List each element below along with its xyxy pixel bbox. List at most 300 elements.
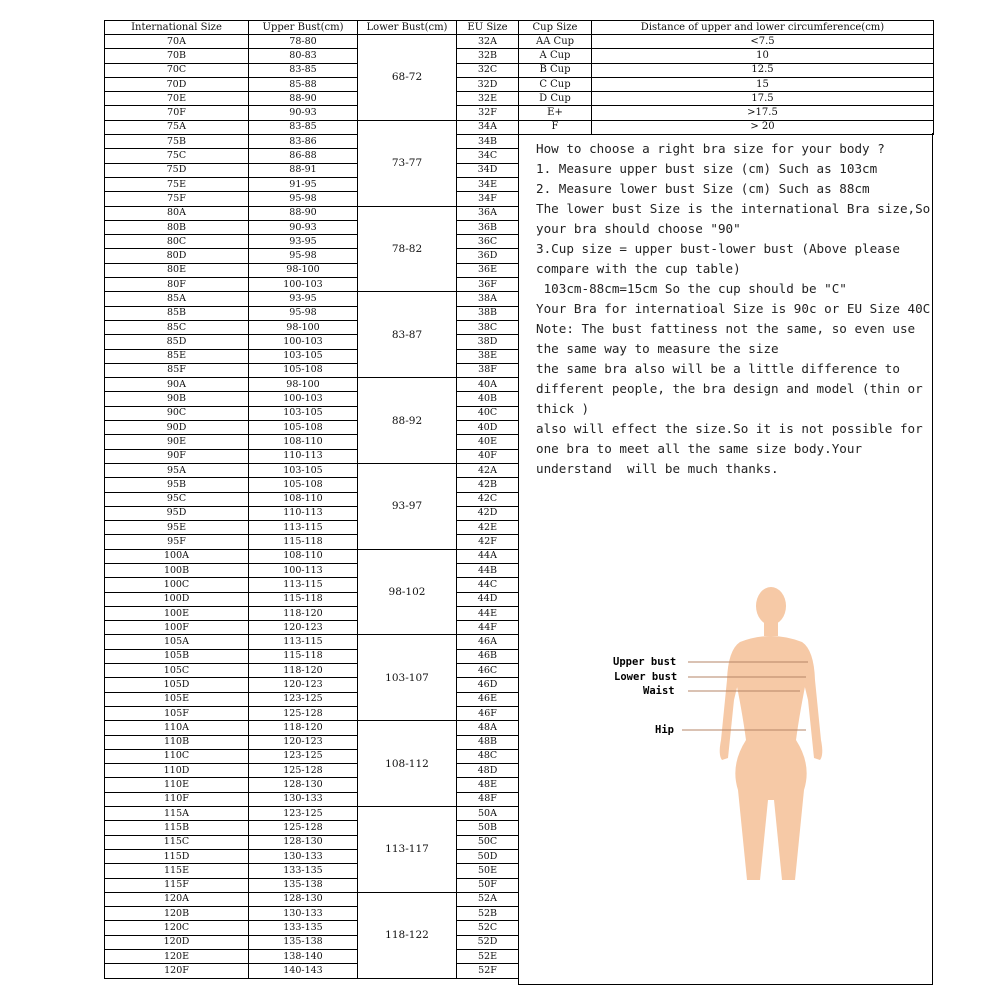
header-cup-size: Cup Size xyxy=(519,21,592,35)
cell-cup-size: E+ xyxy=(519,106,592,120)
cell-eu-size: 40E xyxy=(457,435,519,449)
table-row xyxy=(519,106,934,120)
cell-eu-size: 42A xyxy=(457,463,519,477)
cell-international-size: 120C xyxy=(105,921,249,935)
cell-international-size: 75C xyxy=(105,149,249,163)
table-row xyxy=(519,63,934,77)
cell-international-size: 75A xyxy=(105,120,249,134)
cell-upper-bust: 83-85 xyxy=(249,63,358,77)
cell-international-size: 120D xyxy=(105,935,249,949)
table-row xyxy=(105,792,519,806)
cell-upper-bust: 115-118 xyxy=(249,592,358,606)
table-row xyxy=(105,306,519,320)
cell-international-size: 75E xyxy=(105,177,249,191)
cell-distance: 10 xyxy=(592,49,934,63)
cell-distance: > 20 xyxy=(592,120,934,134)
cell-eu-size: 42E xyxy=(457,521,519,535)
cell-international-size: 110D xyxy=(105,764,249,778)
table-row xyxy=(105,807,519,821)
instructions-text xyxy=(536,139,938,479)
cell-upper-bust: 90-93 xyxy=(249,106,358,120)
cell-upper-bust: 135-138 xyxy=(249,878,358,892)
cell-upper-bust: 135-138 xyxy=(249,935,358,949)
cell-international-size: 75F xyxy=(105,192,249,206)
cell-upper-bust: 108-110 xyxy=(249,492,358,506)
cell-lower-bust: 73-77 xyxy=(358,120,457,206)
cell-international-size: 120B xyxy=(105,907,249,921)
table-row xyxy=(105,220,519,234)
cell-upper-bust: 133-135 xyxy=(249,864,358,878)
cell-eu-size: 50A xyxy=(457,807,519,821)
size-table-body xyxy=(105,35,519,979)
cell-upper-bust: 140-143 xyxy=(249,964,358,978)
cell-upper-bust: 91-95 xyxy=(249,177,358,191)
cell-international-size: 115D xyxy=(105,849,249,863)
label-hip: Hip xyxy=(655,724,674,736)
table-row xyxy=(105,163,519,177)
cell-upper-bust: 78-80 xyxy=(249,35,358,49)
table-row xyxy=(105,706,519,720)
cell-upper-bust: 86-88 xyxy=(249,149,358,163)
size-table-header xyxy=(105,21,519,35)
table-row xyxy=(105,463,519,477)
cell-eu-size: 32C xyxy=(457,63,519,77)
cell-international-size: 100C xyxy=(105,578,249,592)
cell-eu-size: 50F xyxy=(457,878,519,892)
cell-eu-size: 50E xyxy=(457,864,519,878)
cell-upper-bust: 83-86 xyxy=(249,135,358,149)
cell-international-size: 85E xyxy=(105,349,249,363)
cell-international-size: 95D xyxy=(105,506,249,520)
cell-eu-size: 46F xyxy=(457,706,519,720)
table-row xyxy=(105,835,519,849)
cell-eu-size: 42C xyxy=(457,492,519,506)
cell-international-size: 110B xyxy=(105,735,249,749)
cell-eu-size: 46B xyxy=(457,649,519,663)
cell-upper-bust: 123-125 xyxy=(249,807,358,821)
cell-international-size: 95A xyxy=(105,463,249,477)
cell-eu-size: 50B xyxy=(457,821,519,835)
cell-eu-size: 38F xyxy=(457,363,519,377)
table-row xyxy=(105,749,519,763)
cell-upper-bust: 90-93 xyxy=(249,220,358,234)
cell-upper-bust: 130-133 xyxy=(249,792,358,806)
cell-international-size: 105D xyxy=(105,678,249,692)
cell-eu-size: 40D xyxy=(457,421,519,435)
cup-table-body xyxy=(519,35,934,135)
table-row xyxy=(105,764,519,778)
cell-eu-size: 40C xyxy=(457,406,519,420)
cell-eu-size: 48C xyxy=(457,749,519,763)
table-row xyxy=(105,935,519,949)
cell-international-size: 85D xyxy=(105,335,249,349)
cell-upper-bust: 128-130 xyxy=(249,892,358,906)
cell-international-size: 100A xyxy=(105,549,249,563)
instruction-line: The lower bust Size is the international Bra size,So your bra should choose "90" xyxy=(536,201,938,236)
cell-international-size: 100D xyxy=(105,592,249,606)
table-row xyxy=(105,492,519,506)
table-row xyxy=(105,535,519,549)
cup-table xyxy=(518,20,934,135)
cell-international-size: 70D xyxy=(105,77,249,91)
table-row xyxy=(105,692,519,706)
cell-eu-size: 44C xyxy=(457,578,519,592)
table-row xyxy=(105,363,519,377)
cell-international-size: 110E xyxy=(105,778,249,792)
cell-eu-size: 32A xyxy=(457,35,519,49)
cell-distance: 15 xyxy=(592,77,934,91)
header-international-size: International Size xyxy=(105,21,249,35)
cell-eu-size: 34C xyxy=(457,149,519,163)
table-row xyxy=(519,92,934,106)
cell-eu-size: 38D xyxy=(457,335,519,349)
table-row xyxy=(105,192,519,206)
table-row xyxy=(105,435,519,449)
table-row xyxy=(105,864,519,878)
cell-upper-bust: 98-100 xyxy=(249,263,358,277)
table-row xyxy=(105,592,519,606)
cell-lower-bust: 83-87 xyxy=(358,292,457,378)
table-row xyxy=(105,406,519,420)
cell-international-size: 80B xyxy=(105,220,249,234)
table-row xyxy=(105,478,519,492)
cell-eu-size: 40A xyxy=(457,378,519,392)
table-row xyxy=(105,606,519,620)
table-row xyxy=(105,120,519,134)
cell-upper-bust: 115-118 xyxy=(249,535,358,549)
cell-lower-bust: 93-97 xyxy=(358,463,457,549)
table-row xyxy=(105,849,519,863)
cell-upper-bust: 85-88 xyxy=(249,77,358,91)
cell-upper-bust: 88-90 xyxy=(249,92,358,106)
cell-upper-bust: 118-120 xyxy=(249,721,358,735)
cell-upper-bust: 103-105 xyxy=(249,463,358,477)
table-row xyxy=(105,421,519,435)
cell-international-size: 90A xyxy=(105,378,249,392)
cell-upper-bust: 95-98 xyxy=(249,192,358,206)
cell-eu-size: 36E xyxy=(457,263,519,277)
cell-cup-size: D Cup xyxy=(519,92,592,106)
cell-upper-bust: 110-113 xyxy=(249,449,358,463)
body-measurement-figure xyxy=(600,580,840,880)
cell-upper-bust: 130-133 xyxy=(249,849,358,863)
cell-upper-bust: 105-108 xyxy=(249,363,358,377)
table-row xyxy=(105,506,519,520)
label-upper-bust: Upper bust xyxy=(613,656,677,668)
cell-international-size: 100B xyxy=(105,563,249,577)
cell-cup-size: AA Cup xyxy=(519,35,592,49)
table-row xyxy=(105,349,519,363)
table-row xyxy=(105,950,519,964)
table-row xyxy=(105,449,519,463)
cell-eu-size: 44E xyxy=(457,606,519,620)
cell-international-size: 85B xyxy=(105,306,249,320)
cell-international-size: 105E xyxy=(105,692,249,706)
cell-international-size: 95F xyxy=(105,535,249,549)
cell-lower-bust: 118-122 xyxy=(358,892,457,978)
cell-eu-size: 38A xyxy=(457,292,519,306)
cell-eu-size: 36D xyxy=(457,249,519,263)
table-row xyxy=(105,878,519,892)
cell-upper-bust: 125-128 xyxy=(249,706,358,720)
table-row xyxy=(105,77,519,91)
header-eu-size: EU Size xyxy=(457,21,519,35)
cell-international-size: 70C xyxy=(105,63,249,77)
cell-upper-bust: 100-113 xyxy=(249,563,358,577)
cell-eu-size: 42B xyxy=(457,478,519,492)
cell-international-size: 70B xyxy=(105,49,249,63)
instruction-line: 3.Cup size = upper bust-lower bust (Above please compare with the cup table) xyxy=(536,241,908,276)
cell-eu-size: 42D xyxy=(457,506,519,520)
table-row xyxy=(105,964,519,978)
cell-eu-size: 52B xyxy=(457,907,519,921)
cell-upper-bust: 100-103 xyxy=(249,335,358,349)
cell-international-size: 115C xyxy=(105,835,249,849)
cell-international-size: 70F xyxy=(105,106,249,120)
body-silhouette xyxy=(720,587,823,880)
cell-upper-bust: 88-90 xyxy=(249,206,358,220)
cell-upper-bust: 88-91 xyxy=(249,163,358,177)
cell-international-size: 95E xyxy=(105,521,249,535)
cell-international-size: 105C xyxy=(105,664,249,678)
label-waist: Waist xyxy=(643,685,675,697)
cell-eu-size: 46C xyxy=(457,664,519,678)
cell-upper-bust: 98-100 xyxy=(249,320,358,334)
cell-upper-bust: 80-83 xyxy=(249,49,358,63)
cell-eu-size: 52A xyxy=(457,892,519,906)
cell-international-size: 110A xyxy=(105,721,249,735)
cell-international-size: 105F xyxy=(105,706,249,720)
table-row xyxy=(105,578,519,592)
label-lower-bust: Lower bust xyxy=(614,671,678,683)
cell-upper-bust: 95-98 xyxy=(249,306,358,320)
cell-upper-bust: 120-123 xyxy=(249,735,358,749)
cell-cup-size: B Cup xyxy=(519,63,592,77)
cell-international-size: 85C xyxy=(105,320,249,334)
cell-eu-size: 34E xyxy=(457,177,519,191)
cell-upper-bust: 125-128 xyxy=(249,764,358,778)
cell-international-size: 95B xyxy=(105,478,249,492)
cell-eu-size: 50C xyxy=(457,835,519,849)
table-row xyxy=(105,92,519,106)
instruction-line: the same bra also will be a little difference to different people, the bra design and model (thin or thick ) xyxy=(536,361,931,416)
cell-upper-bust: 113-115 xyxy=(249,521,358,535)
table-row xyxy=(105,921,519,935)
cell-cup-size: A Cup xyxy=(519,49,592,63)
instruction-line: 1. Measure upper bust size (cm) Such as 103cm xyxy=(536,161,878,176)
table-row xyxy=(105,635,519,649)
cell-international-size: 115A xyxy=(105,807,249,821)
cell-eu-size: 38B xyxy=(457,306,519,320)
cell-distance: 17.5 xyxy=(592,92,934,106)
cell-upper-bust: 103-105 xyxy=(249,349,358,363)
header-lower-bust: Lower Bust(cm) xyxy=(358,21,457,35)
cell-eu-size: 34D xyxy=(457,163,519,177)
cell-international-size: 90E xyxy=(105,435,249,449)
cell-eu-size: 36A xyxy=(457,206,519,220)
cell-upper-bust: 123-125 xyxy=(249,749,358,763)
cell-upper-bust: 128-130 xyxy=(249,835,358,849)
cell-international-size: 95C xyxy=(105,492,249,506)
cell-upper-bust: 95-98 xyxy=(249,249,358,263)
cell-upper-bust: 123-125 xyxy=(249,692,358,706)
table-row xyxy=(105,821,519,835)
cell-international-size: 115F xyxy=(105,878,249,892)
cell-eu-size: 50D xyxy=(457,849,519,863)
cell-cup-size: C Cup xyxy=(519,77,592,91)
cell-eu-size: 44A xyxy=(457,549,519,563)
cell-eu-size: 40F xyxy=(457,449,519,463)
cell-lower-bust: 113-117 xyxy=(358,807,457,893)
table-row xyxy=(105,735,519,749)
cell-lower-bust: 103-107 xyxy=(358,635,457,721)
cell-upper-bust: 83-85 xyxy=(249,120,358,134)
table-row xyxy=(105,563,519,577)
table-row xyxy=(105,721,519,735)
instruction-line: 103cm-88cm=15cm So the cup should be "C" xyxy=(536,281,847,296)
table-row xyxy=(105,177,519,191)
cell-international-size: 75D xyxy=(105,163,249,177)
cell-international-size: 85F xyxy=(105,363,249,377)
cell-international-size: 85A xyxy=(105,292,249,306)
cell-eu-size: 46A xyxy=(457,635,519,649)
cell-upper-bust: 120-123 xyxy=(249,621,358,635)
cell-eu-size: 34F xyxy=(457,192,519,206)
cell-upper-bust: 118-120 xyxy=(249,606,358,620)
cell-upper-bust: 100-103 xyxy=(249,278,358,292)
cell-upper-bust: 108-110 xyxy=(249,549,358,563)
cell-international-size: 80C xyxy=(105,235,249,249)
instruction-line: also will effect the size.So it is not possible for one bra to meet all the same size body.Your understand will be much thanks. xyxy=(536,421,931,476)
cell-eu-size: 52F xyxy=(457,964,519,978)
cell-upper-bust: 118-120 xyxy=(249,664,358,678)
cell-lower-bust: 98-102 xyxy=(358,549,457,635)
cell-eu-size: 36B xyxy=(457,220,519,234)
table-row xyxy=(105,521,519,535)
table-row xyxy=(105,263,519,277)
cell-international-size: 80D xyxy=(105,249,249,263)
cell-international-size: 100E xyxy=(105,606,249,620)
table-row xyxy=(105,320,519,334)
cup-table-header xyxy=(519,21,934,35)
cell-upper-bust: 103-105 xyxy=(249,406,358,420)
cell-international-size: 110C xyxy=(105,749,249,763)
cell-upper-bust: 125-128 xyxy=(249,821,358,835)
cell-eu-size: 32F xyxy=(457,106,519,120)
cell-eu-size: 36C xyxy=(457,235,519,249)
table-row xyxy=(105,106,519,120)
cell-lower-bust: 88-92 xyxy=(358,378,457,464)
cell-international-size: 80E xyxy=(105,263,249,277)
cell-upper-bust: 108-110 xyxy=(249,435,358,449)
table-row xyxy=(105,235,519,249)
cell-lower-bust: 68-72 xyxy=(358,35,457,121)
table-row xyxy=(105,778,519,792)
cell-upper-bust: 133-135 xyxy=(249,921,358,935)
cell-eu-size: 52E xyxy=(457,950,519,964)
instruction-line: Note: The bust fattiness not the same, so even use the same way to measure the size xyxy=(536,321,923,356)
cell-upper-bust: 128-130 xyxy=(249,778,358,792)
table-row xyxy=(105,206,519,220)
table-row xyxy=(105,63,519,77)
cell-eu-size: 48D xyxy=(457,764,519,778)
header-upper-bust: Upper Bust(cm) xyxy=(249,21,358,35)
cell-eu-size: 52C xyxy=(457,921,519,935)
table-row xyxy=(105,249,519,263)
cell-eu-size: 48A xyxy=(457,721,519,735)
instruction-line: How to choose a right bra size for your body ? xyxy=(536,141,885,156)
cell-international-size: 90B xyxy=(105,392,249,406)
cell-international-size: 75B xyxy=(105,135,249,149)
cell-eu-size: 34B xyxy=(457,135,519,149)
table-row xyxy=(105,49,519,63)
table-row xyxy=(105,378,519,392)
cell-international-size: 105B xyxy=(105,649,249,663)
cell-eu-size: 32B xyxy=(457,49,519,63)
header-distance: Distance of upper and lower circumference(cm) xyxy=(592,21,934,35)
table-row xyxy=(105,649,519,663)
cell-eu-size: 38E xyxy=(457,349,519,363)
cell-distance: <7.5 xyxy=(592,35,934,49)
cell-eu-size: 44B xyxy=(457,563,519,577)
cell-international-size: 90C xyxy=(105,406,249,420)
cell-upper-bust: 115-118 xyxy=(249,649,358,663)
cell-upper-bust: 105-108 xyxy=(249,478,358,492)
cell-eu-size: 32D xyxy=(457,77,519,91)
cell-international-size: 115B xyxy=(105,821,249,835)
cell-cup-size: F xyxy=(519,120,592,134)
table-row xyxy=(105,621,519,635)
cell-eu-size: 42F xyxy=(457,535,519,549)
table-row xyxy=(105,335,519,349)
cell-international-size: 110F xyxy=(105,792,249,806)
cell-upper-bust: 130-133 xyxy=(249,907,358,921)
cell-upper-bust: 93-95 xyxy=(249,235,358,249)
cell-international-size: 120F xyxy=(105,964,249,978)
cell-eu-size: 38C xyxy=(457,320,519,334)
table-row xyxy=(105,392,519,406)
cell-international-size: 80F xyxy=(105,278,249,292)
table-row xyxy=(105,149,519,163)
cell-upper-bust: 105-108 xyxy=(249,421,358,435)
table-row xyxy=(105,664,519,678)
cell-lower-bust: 108-112 xyxy=(358,721,457,807)
table-row xyxy=(519,49,934,63)
cell-international-size: 80A xyxy=(105,206,249,220)
cell-upper-bust: 113-115 xyxy=(249,578,358,592)
cell-international-size: 120E xyxy=(105,950,249,964)
cell-distance: 12.5 xyxy=(592,63,934,77)
cell-upper-bust: 93-95 xyxy=(249,292,358,306)
cell-eu-size: 36F xyxy=(457,278,519,292)
table-row xyxy=(105,135,519,149)
cell-eu-size: 46E xyxy=(457,692,519,706)
table-row xyxy=(105,892,519,906)
table-row xyxy=(105,549,519,563)
cell-international-size: 100F xyxy=(105,621,249,635)
table-row xyxy=(105,35,519,49)
cell-international-size: 70A xyxy=(105,35,249,49)
table-row xyxy=(105,678,519,692)
cell-upper-bust: 113-115 xyxy=(249,635,358,649)
cell-international-size: 120A xyxy=(105,892,249,906)
cell-eu-size: 44D xyxy=(457,592,519,606)
cell-international-size: 90F xyxy=(105,449,249,463)
size-table xyxy=(104,20,519,979)
cell-upper-bust: 100-103 xyxy=(249,392,358,406)
instruction-line: 2. Measure lower bust Size (cm) Such as 88cm xyxy=(536,181,870,196)
cell-lower-bust: 78-82 xyxy=(358,206,457,292)
